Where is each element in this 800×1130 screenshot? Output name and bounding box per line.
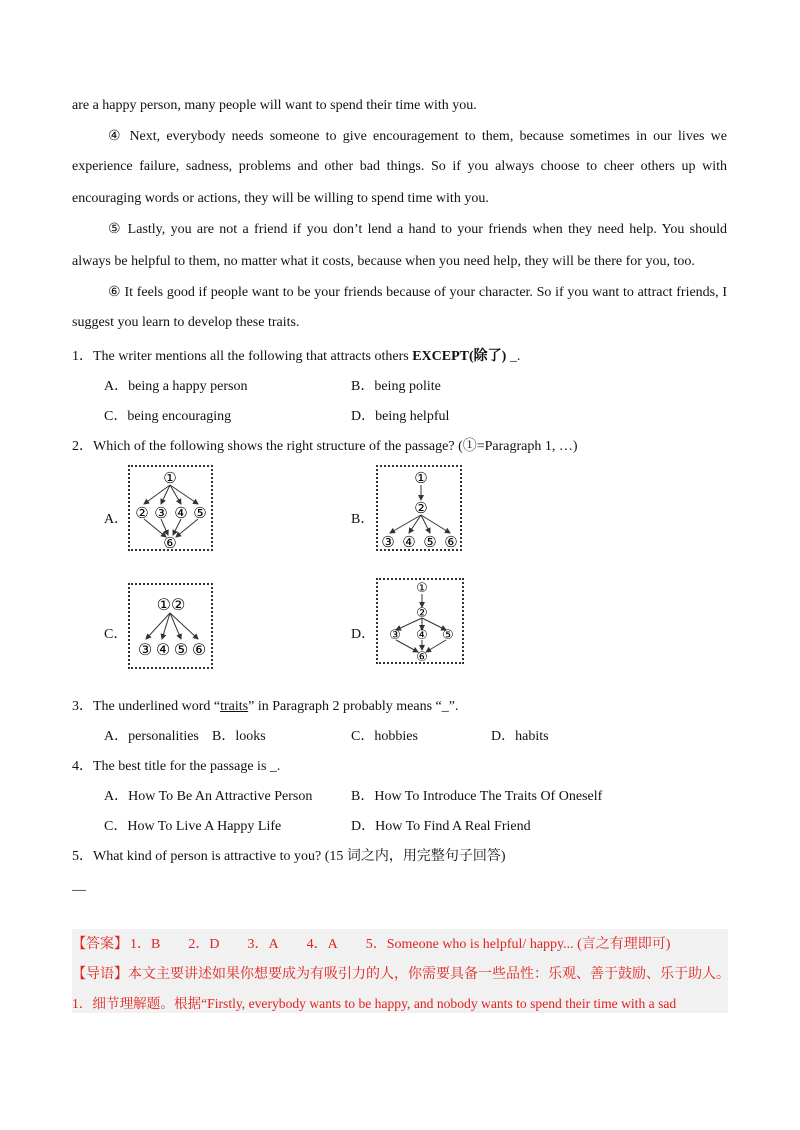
question-4-option-c: C．How To Live A Happy Life [104, 819, 282, 834]
question-3-underlined-word: traits [220, 699, 249, 714]
answer-item-5: 5．Someone who is helpful/ happy... (言之有理即可) [365, 937, 671, 952]
question-3-option-a: A．personalities [104, 729, 199, 744]
node-4: ④ [416, 627, 428, 642]
guide-text: 本文主要讲述如果你想要成为有吸引力的人，你需要具备一些品性：乐观、善于鼓励、乐于助人。 [128, 967, 730, 982]
answer-item-1: 1．B [130, 937, 161, 952]
passage-p4-line1: ④ Next, everybody needs someone to give encouragement to them, because sometimes in our lives we [108, 129, 727, 144]
question-5-answer-blank: __ [72, 878, 86, 893]
passage-p6-line1: ⑥ It feels good if people want to be your friends because of your character. So if you want to attract friends, I [108, 285, 727, 300]
passage-p4-line3: encouraging words or actions, they will be willing to spend time with you. [72, 191, 489, 206]
node-3: ③ [154, 505, 168, 522]
structure-diagram-a [128, 465, 213, 551]
question-2-stem: 2．Which of the following shows the right structure of the passage? (①=Paragraph 1, …) [72, 439, 578, 454]
passage-p5-line2: always be helpful to them, no matter what it costs, because when you need help, they will be there for you, too. [72, 254, 695, 269]
passage-p5-line1: ⑤ Lastly, you are not a friend if you don’t lend a hand to your friends when they need help. You should [108, 222, 727, 237]
passage-p3-tail: are a happy person, many people will want to spend their time with you. [72, 98, 477, 113]
node-1: ① [163, 470, 177, 487]
node-5: ⑤ [423, 534, 437, 549]
node-2: ② [416, 605, 428, 620]
question-3-option-b: B．looks [212, 729, 266, 744]
node-1-2: ①② [156, 597, 186, 614]
node-3: ③ [389, 627, 401, 642]
question-3-text-pre: 3．The underlined word “ [72, 699, 221, 714]
question-4-option-d: D．How To Find A Real Friend [351, 819, 531, 834]
structure-diagram-c [128, 583, 213, 669]
node-3: ③ [137, 642, 153, 659]
node-3: ③ [381, 534, 395, 549]
node-6: ⑥ [416, 649, 428, 662]
node-1: ① [416, 580, 428, 595]
node-4: ④ [174, 505, 188, 522]
question-1-stem [72, 345, 520, 365]
answer-line [72, 933, 670, 953]
question-3-stem [72, 695, 458, 715]
answer-item-3: 3．A [247, 937, 279, 952]
node-5: ⑤ [193, 505, 207, 522]
question-1-emphasis: EXCEPT(除了) [412, 349, 507, 364]
question-2-label-c: C． [104, 627, 128, 642]
node-4: ④ [155, 642, 171, 659]
question-1-option-c: C．being encouraging [104, 409, 232, 424]
answer-label: 【答案】 [72, 937, 128, 952]
question-3-option-d: D．habits [491, 729, 549, 744]
passage-p4-line2: experience failure, sadness, problems and other bad things. So if you always choose to cheer others up with [72, 159, 727, 174]
answer-item-4: 4．A [306, 937, 338, 952]
structure-diagram-b [376, 465, 462, 551]
answer-item-2: 2．D [188, 937, 220, 952]
node-6: ⑥ [163, 535, 177, 549]
question-4-option-a: A．How To Be An Attractive Person [104, 789, 313, 804]
node-1: ① [414, 470, 428, 487]
question-4-stem: 4．The best title for the passage is _. [72, 759, 281, 774]
question-2-label-a: A． [104, 512, 129, 527]
node-4: ④ [402, 534, 416, 549]
analysis-line: 1．细节理解题。根据“Firstly, everybody wants to be happy, and nobody wants to spend their time with a sad [72, 996, 677, 1011]
passage-p6-line2: suggest you learn to develop these traits. [72, 315, 300, 330]
guide-line [72, 963, 730, 983]
node-5: ⑤ [173, 642, 189, 659]
node-2: ② [414, 500, 428, 517]
question-2-label-d: D． [351, 627, 376, 642]
question-5-stem: 5．What kind of person is attractive to you? (15 词之内，用完整句子回答) [72, 849, 506, 864]
node-6: ⑥ [444, 534, 458, 549]
node-5: ⑤ [442, 627, 454, 642]
question-2-label-b: B． [351, 512, 375, 527]
question-4-option-b: B．How To Introduce The Traits Of Oneself [351, 789, 603, 804]
question-1-option-a: A．being a happy person [104, 379, 248, 394]
guide-label: 【导语】 [72, 967, 128, 982]
question-1-blank: _. [506, 349, 521, 364]
question-3-text-post: ” in Paragraph 2 probably means “_”. [248, 699, 459, 714]
node-2: ② [135, 505, 149, 522]
question-1-text: 1．The writer mentions all the following that attracts others [72, 349, 413, 364]
structure-diagram-d [376, 578, 464, 664]
node-6: ⑥ [191, 642, 207, 659]
question-3-option-c: C．hobbies [351, 729, 418, 744]
question-1-option-b: B．being polite [351, 379, 441, 394]
question-1-option-d: D．being helpful [351, 409, 450, 424]
